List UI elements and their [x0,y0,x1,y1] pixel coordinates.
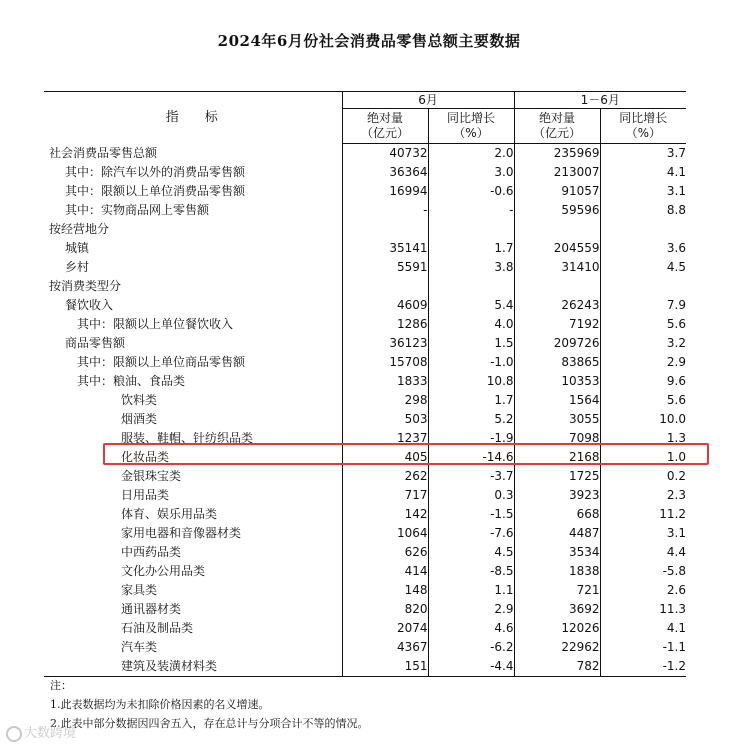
ytd-abs-cell: 7098 [514,429,600,448]
row-label: 中西药品类 [121,545,182,559]
june-abs-header: 绝对量 （亿元） [342,109,428,144]
row-label: 家用电器和音像器材类 [121,526,242,540]
june-abs-cell: 1286 [342,315,428,334]
june-abs-cell: 503 [342,410,428,429]
june-abs-cell: 15708 [342,353,428,372]
watermark-logo-icon [6,726,22,742]
june-abs-cell: 717 [342,486,428,505]
june-yoy-cell: -4.4 [428,657,514,677]
ytd-yoy-cell: 4.1 [600,163,686,182]
june-yoy-cell: 4.0 [428,315,514,334]
ytd-abs-cell: 91057 [514,182,600,201]
ytd-yoy-cell: 5.6 [600,391,686,410]
ytd-abs-cell: 12026 [514,619,600,638]
table-row [44,296,686,315]
row-label: 体育、娱乐用品类 [121,507,218,521]
ytd-yoy-cell: 11.2 [600,505,686,524]
ytd-yoy-cell: 3.1 [600,182,686,201]
ytd-abs-cell: 10353 [514,372,600,391]
june-yoy-cell: 10.8 [428,372,514,391]
ytd-yoy-cell: 1.0 [600,448,686,467]
table-row [44,581,686,600]
ytd-yoy-cell [600,277,686,296]
june-yoy-cell: 1.5 [428,334,514,353]
row-label: 化妆品类 [121,450,170,464]
row-label: 城镇 [65,241,90,255]
ytd-yoy-cell: 3.6 [600,239,686,258]
ytd-yoy-cell: 1.3 [600,429,686,448]
ytd-abs-cell: 1564 [514,391,600,410]
ytd-abs-cell: 26243 [514,296,600,315]
june-abs-cell: 820 [342,600,428,619]
ytd-abs-cell: 2168 [514,448,600,467]
table-row [44,144,686,164]
note-2: 2.此表中部分数据因四舍五入，存在总计与分项合计不等的情况。 [50,717,369,730]
row-label: 其中：除汽车以外的消费品零售额 [65,165,246,179]
ytd-yoy-cell: 3.2 [600,334,686,353]
june-yoy-cell: -1.9 [428,429,514,448]
ytd-abs-cell: 22962 [514,638,600,657]
row-label: 通讯器材类 [121,602,182,616]
june-abs-cell: 151 [342,657,428,677]
table-row [44,201,686,220]
ytd-abs-cell: 1725 [514,467,600,486]
ytd-group-header: 1－6月 [514,92,686,109]
june-abs-cell: 626 [342,543,428,562]
table-row [44,239,686,258]
row-label: 金银珠宝类 [121,469,182,483]
june-abs-cell: 4609 [342,296,428,315]
june-abs-cell: 148 [342,581,428,600]
ytd-yoy-cell: 10.0 [600,410,686,429]
june-abs-cell: 40732 [342,144,428,164]
june-abs-cell: 5591 [342,258,428,277]
june-yoy-cell: 4.5 [428,543,514,562]
ytd-yoy-cell: 5.6 [600,315,686,334]
table-row [44,334,686,353]
ytd-abs-cell: 209726 [514,334,600,353]
ytd-yoy-cell [600,220,686,239]
ytd-yoy-cell: 11.3 [600,600,686,619]
june-abs-cell: 2074 [342,619,428,638]
table-row [44,505,686,524]
june-yoy-cell: -1.5 [428,505,514,524]
table-row [44,524,686,543]
section-label: 按经营地分 [49,222,110,236]
row-label: 其中：限额以上单位商品零售额 [77,355,246,369]
ytd-abs-cell: 1838 [514,562,600,581]
june-yoy-cell: 3.0 [428,163,514,182]
table-row [44,410,686,429]
row-label: 其中：实物商品网上零售额 [65,203,210,217]
row-label: 饮料类 [121,393,158,407]
june-abs-cell: 405 [342,448,428,467]
ytd-yoy-cell: 3.1 [600,524,686,543]
table-row [44,657,686,677]
june-abs-cell: 36123 [342,334,428,353]
june-abs-cell: 16994 [342,182,428,201]
june-yoy-cell: -0.6 [428,182,514,201]
june-abs-cell [342,277,428,296]
ytd-abs-cell: 7192 [514,315,600,334]
ytd-yoy-cell: 8.8 [600,201,686,220]
ytd-abs-cell: 83865 [514,353,600,372]
table-row [44,220,686,239]
june-yoy-cell: 1.1 [428,581,514,600]
june-yoy-cell: 5.4 [428,296,514,315]
ytd-yoy-cell: 4.4 [600,543,686,562]
row-label: 其中：粮油、食品类 [77,374,186,388]
row-label: 文化办公用品类 [121,564,206,578]
ytd-abs-cell: 4487 [514,524,600,543]
table-row [44,638,686,657]
ytd-abs-cell [514,277,600,296]
ytd-abs-cell: 3055 [514,410,600,429]
ytd-yoy-cell: 9.6 [600,372,686,391]
row-label: 其中：限额以上单位消费品零售额 [65,184,246,198]
row-label: 家具类 [121,583,158,597]
ytd-yoy-cell: 7.9 [600,296,686,315]
row-label: 日用品类 [121,488,170,502]
june-yoy-cell: -3.7 [428,467,514,486]
ytd-yoy-cell: 2.3 [600,486,686,505]
ytd-abs-cell: 59596 [514,201,600,220]
table-row [44,600,686,619]
june-abs-cell: 1064 [342,524,428,543]
table-row [44,182,686,201]
ytd-yoy-cell: 4.5 [600,258,686,277]
june-yoy-cell: 0.3 [428,486,514,505]
row-label: 服装、鞋帽、针纺织品类 [121,431,254,445]
ytd-abs-cell: 3534 [514,543,600,562]
table-row [44,391,686,410]
watermark [6,722,76,742]
ytd-yoy-cell: 2.9 [600,353,686,372]
ytd-yoy-cell: -1.2 [600,657,686,677]
ytd-yoy-cell: -1.1 [600,638,686,657]
ytd-abs-cell: 204559 [514,239,600,258]
june-yoy-cell: -14.6 [428,448,514,467]
june-group-header: 6月 [342,92,514,109]
table-row [44,258,686,277]
row-label: 建筑及装潢材料类 [44,657,342,677]
june-yoy-cell: 1.7 [428,239,514,258]
section-label: 按消费类型分 [49,279,122,293]
ytd-abs-cell: 3692 [514,600,600,619]
table-row [44,315,686,334]
june-yoy-cell: 2.9 [428,600,514,619]
ytd-abs-header: 绝对量 （亿元） [514,109,600,144]
june-abs-cell: 298 [342,391,428,410]
june-abs-cell: 1833 [342,372,428,391]
table-row [44,353,686,372]
row-label: 乡村 [65,260,90,274]
table-row [44,277,686,296]
ytd-yoy-cell: 4.1 [600,619,686,638]
highlight-box [103,443,709,465]
page-title: 2024年6月份社会消费品零售总额主要数据 [217,32,521,50]
ytd-yoy-cell: 0.2 [600,467,686,486]
ytd-abs-cell: 782 [514,657,600,677]
ytd-abs-cell [514,220,600,239]
indicator-header: 指标 [44,92,342,144]
june-yoy-cell: 4.6 [428,619,514,638]
retail-data-table [44,91,686,677]
row-label: 商品零售额 [65,336,126,350]
june-abs-cell: 262 [342,467,428,486]
june-abs-cell: 414 [342,562,428,581]
table-row [44,619,686,638]
ytd-abs-cell: 668 [514,505,600,524]
june-abs-cell: - [342,201,428,220]
table-row [44,543,686,562]
row-label: 汽车类 [121,640,158,654]
ytd-yoy-cell: 3.7 [600,144,686,164]
ytd-yoy-header: 同比增长 （%） [600,109,686,144]
ytd-abs-cell: 235969 [514,144,600,164]
row-label: 社会消费品零售总额 [49,145,158,160]
june-abs-cell [342,220,428,239]
june-yoy-cell: -1.0 [428,353,514,372]
june-yoy-cell: -6.2 [428,638,514,657]
table-row [44,467,686,486]
june-abs-cell: 35141 [342,239,428,258]
june-yoy-cell [428,277,514,296]
ytd-abs-cell: 3923 [514,486,600,505]
june-abs-cell: 142 [342,505,428,524]
ytd-abs-cell: 213007 [514,163,600,182]
june-yoy-cell: 5.2 [428,410,514,429]
row-label: 餐饮收入 [65,298,114,312]
row-label: 石油及制品类 [121,621,194,635]
june-abs-cell: 4367 [342,638,428,657]
ytd-yoy-cell: -5.8 [600,562,686,581]
notes-heading: 注： [50,679,72,692]
table-row [44,372,686,391]
row-label: 其中：限额以上单位餐饮收入 [77,317,234,331]
table-row [44,163,686,182]
june-abs-cell: 1237 [342,429,428,448]
june-yoy-cell: -7.6 [428,524,514,543]
watermark-text: 大数跨境 [24,726,77,741]
note-1: 1.此表数据均为未扣除价格因素的名义增速。 [50,698,270,711]
ytd-abs-cell: 721 [514,581,600,600]
june-abs-cell: 36364 [342,163,428,182]
june-yoy-cell: 1.7 [428,391,514,410]
june-yoy-header: 同比增长 （%） [428,109,514,144]
june-yoy-cell: 2.0 [428,144,514,164]
table-row [44,486,686,505]
footnotes [50,676,369,733]
june-yoy-cell: 3.8 [428,258,514,277]
june-yoy-cell [428,220,514,239]
ytd-yoy-cell: 2.6 [600,581,686,600]
row-label: 烟酒类 [121,412,158,426]
june-yoy-cell: -8.5 [428,562,514,581]
ytd-abs-cell: 31410 [514,258,600,277]
june-yoy-cell: - [428,201,514,220]
table-row [44,562,686,581]
